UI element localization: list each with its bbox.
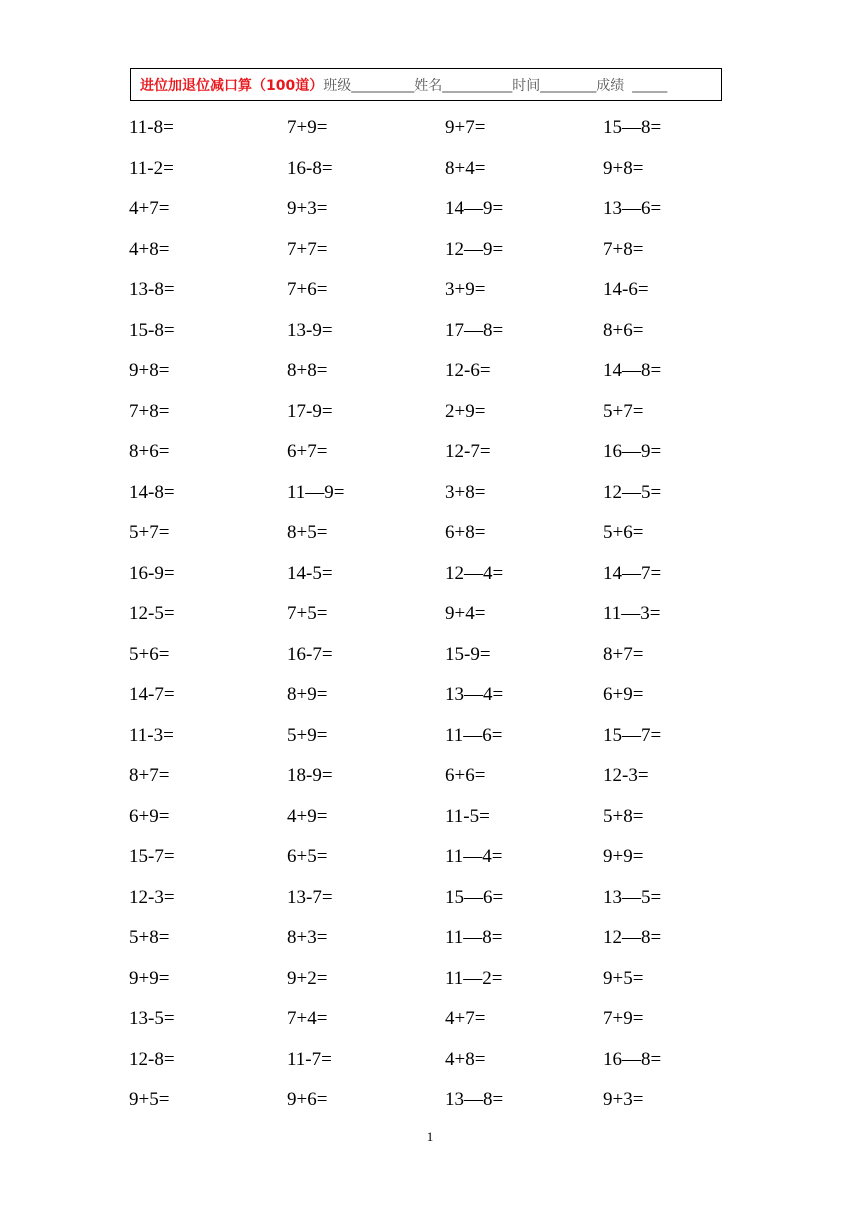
math-problem: 14-8=: [129, 481, 175, 503]
math-problem: 18-9=: [287, 765, 333, 786]
math-problem: 15—7=: [603, 724, 662, 746]
math-problem: 15-8=: [129, 319, 175, 341]
math-problem: 7+6=: [287, 279, 328, 300]
math-problem: 16—8=: [603, 1048, 662, 1070]
math-problem: 15—6=: [445, 886, 504, 908]
math-problem: 16-7=: [287, 643, 333, 665]
math-problem: 11—2=: [445, 967, 503, 989]
math-problem: 9+4=: [445, 603, 486, 624]
math-problem: 11—4=: [445, 846, 503, 867]
math-problem: 9+3=: [287, 198, 328, 219]
time-blank[interactable]: ________: [540, 76, 597, 93]
math-problem: 11—8=: [445, 927, 503, 948]
math-problem: 17-9=: [287, 400, 333, 422]
math-problem: 9+9=: [129, 967, 170, 989]
math-problem: 14—7=: [603, 562, 662, 584]
math-problem: 5+8=: [129, 927, 170, 948]
math-problem: 13—8=: [445, 1089, 504, 1110]
math-problem: 4+7=: [445, 1008, 486, 1029]
math-problem: 4+8=: [129, 238, 170, 260]
math-problem: 6+8=: [445, 522, 486, 543]
math-problem: 12-3=: [603, 765, 649, 786]
math-problem: 9+5=: [129, 1089, 170, 1110]
math-problem: 5+7=: [603, 400, 644, 422]
math-problem: 14-5=: [287, 562, 333, 584]
math-problem: 16-8=: [287, 157, 333, 179]
math-problem: 15—8=: [603, 117, 662, 138]
math-problem: 14—8=: [603, 360, 662, 381]
math-problem: 16—9=: [603, 441, 662, 462]
math-problem: 7+7=: [287, 238, 328, 260]
math-problem: 5+7=: [129, 522, 170, 543]
math-problem: 7+9=: [603, 1008, 644, 1029]
math-problem: 11-3=: [129, 724, 174, 746]
math-problem: 13-7=: [287, 886, 333, 908]
math-problem: 12—8=: [603, 927, 662, 948]
math-problem: 15-7=: [129, 846, 175, 867]
time-label: 时间: [512, 77, 541, 94]
math-problem: 11-7=: [287, 1048, 332, 1070]
math-problem: 12-7=: [445, 441, 491, 462]
math-problem: 16-9=: [129, 562, 175, 584]
math-problem: 13-5=: [129, 1008, 175, 1029]
math-problem: 7+8=: [129, 400, 170, 422]
math-problem: 4+9=: [287, 805, 328, 827]
math-problem: 8+8=: [287, 360, 328, 381]
math-problem: 3+8=: [445, 481, 486, 503]
math-problem: 13-9=: [287, 319, 333, 341]
math-problem: 11-8=: [129, 117, 174, 138]
score-blank[interactable]: _____: [632, 76, 668, 93]
math-problem: 8+7=: [129, 765, 170, 786]
math-problem: 12—9=: [445, 238, 504, 260]
math-problem: 4+7=: [129, 198, 170, 219]
class-blank[interactable]: _________: [351, 76, 415, 93]
math-problem: 5+6=: [603, 522, 644, 543]
math-problem: 8+3=: [287, 927, 328, 948]
math-problem: 6+9=: [129, 805, 170, 827]
math-problem: 13-8=: [129, 279, 175, 300]
math-problem: 8+6=: [129, 441, 170, 462]
math-problem: 7+9=: [287, 117, 328, 138]
math-problem: 3+9=: [445, 279, 486, 300]
math-problem: 17—8=: [445, 319, 504, 341]
math-problem: 8+7=: [603, 643, 644, 665]
math-problem: 5+9=: [287, 724, 328, 746]
worksheet-title: 进位加退位减口算（100道）: [140, 77, 324, 94]
math-problem: 2+9=: [445, 400, 486, 422]
name-blank[interactable]: __________: [442, 76, 513, 93]
math-problem: 9+6=: [287, 1089, 328, 1110]
math-problem: 11—6=: [445, 724, 503, 746]
name-label: 姓名: [414, 77, 443, 94]
math-problem: 7+5=: [287, 603, 328, 624]
math-problem: 12—4=: [445, 562, 504, 584]
math-problem: 12-8=: [129, 1048, 175, 1070]
math-problem: 4+8=: [445, 1048, 486, 1070]
math-problem: 11—3=: [603, 603, 661, 624]
math-problem: 9+9=: [603, 846, 644, 867]
math-problem: 13—4=: [445, 684, 504, 705]
score-label: 成绩: [596, 77, 625, 94]
math-problem: 11-2=: [129, 157, 174, 179]
math-problem: 9+3=: [603, 1089, 644, 1110]
math-problem: 12—5=: [603, 481, 662, 503]
math-problem: 7+4=: [287, 1008, 328, 1029]
math-problem: 8+6=: [603, 319, 644, 341]
math-problem: 7+8=: [603, 238, 644, 260]
math-problem: 14-6=: [603, 279, 649, 300]
math-problem: 12-3=: [129, 886, 175, 908]
math-problem: 8+4=: [445, 157, 486, 179]
math-problem: 11—9=: [287, 481, 345, 503]
math-problem: 12-5=: [129, 603, 175, 624]
math-problem: 9+2=: [287, 967, 328, 989]
math-problem: 11-5=: [445, 805, 490, 827]
math-problem: 6+9=: [603, 684, 644, 705]
problem-grid: [129, 114, 749, 1127]
math-problem: 12-6=: [445, 360, 491, 381]
math-problem: 9+5=: [603, 967, 644, 989]
worksheet-header: [130, 68, 722, 101]
math-problem: 13—6=: [603, 198, 662, 219]
math-problem: 14-7=: [129, 684, 175, 705]
math-problem: 9+8=: [603, 157, 644, 179]
math-problem: 13—5=: [603, 886, 662, 908]
math-problem: 8+9=: [287, 684, 328, 705]
math-problem: 9+8=: [129, 360, 170, 381]
math-problem: 6+6=: [445, 765, 486, 786]
math-problem: 5+8=: [603, 805, 644, 827]
page-number: 1: [426, 1129, 434, 1144]
math-problem: 14—9=: [445, 198, 504, 219]
math-problem: 5+6=: [129, 643, 170, 665]
math-problem: 9+7=: [445, 117, 486, 138]
math-problem: 6+5=: [287, 846, 328, 867]
class-label: 班级: [323, 77, 352, 94]
math-problem: 8+5=: [287, 522, 328, 543]
math-problem: 15-9=: [445, 643, 491, 665]
math-problem: 6+7=: [287, 441, 328, 462]
